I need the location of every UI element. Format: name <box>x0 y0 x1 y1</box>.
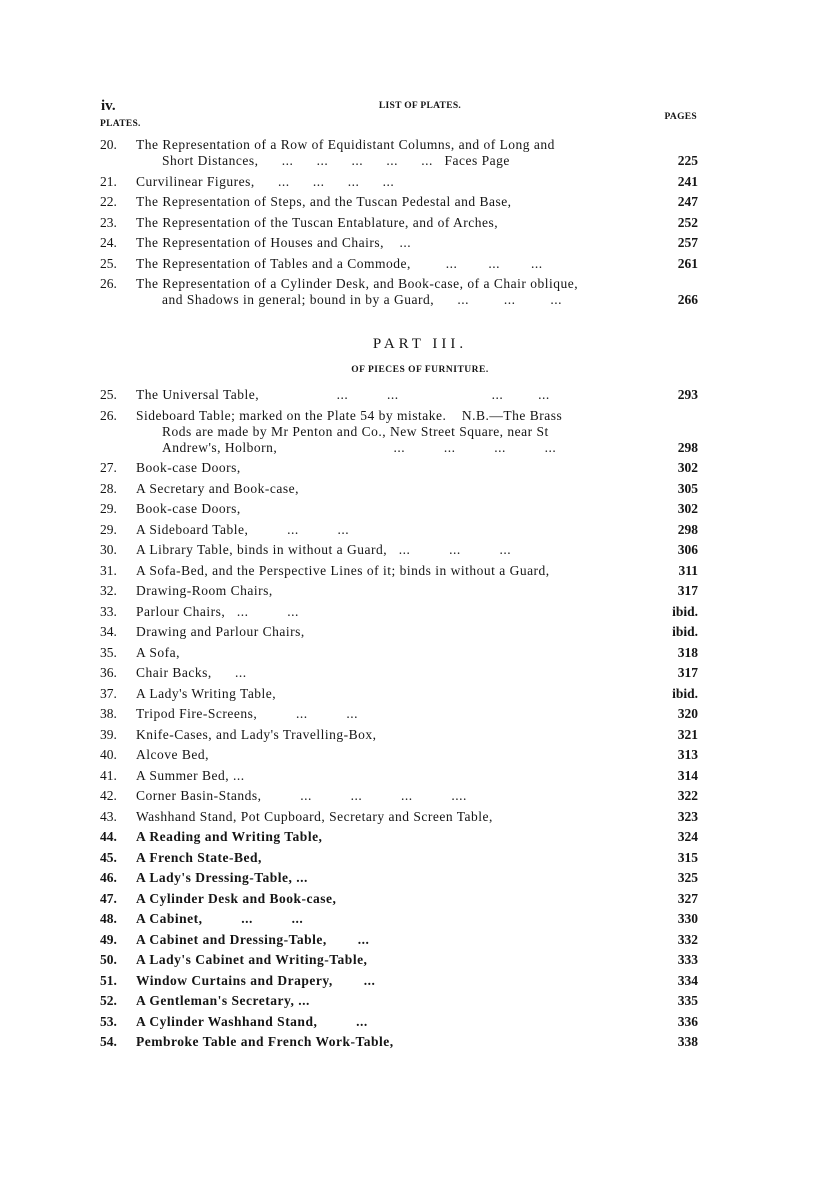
plate-description <box>136 215 636 231</box>
page-reference: 302 <box>677 460 698 475</box>
page-reference: ibid. <box>672 603 698 619</box>
plate-number: 48. <box>100 911 117 926</box>
plate-description <box>136 870 636 886</box>
plate-title: The Representation of the Tuscan Entablature, and of Arches, <box>136 214 499 230</box>
list-item <box>100 194 698 210</box>
plate-number: 35. <box>100 644 117 660</box>
plate-title: Window Curtains and Drapery, ... <box>136 972 376 988</box>
plate-description <box>136 645 636 661</box>
plate-title: The Representation of a Row of Equidistant Columns, and of Long and <box>136 137 555 152</box>
list-item <box>100 583 698 599</box>
plate-number: 29. <box>100 501 117 516</box>
part-title: PART III. <box>372 336 468 352</box>
plate-description <box>136 809 636 825</box>
plate-title: Book-case Doors, <box>136 460 241 475</box>
page-reference: ibid. <box>672 624 698 639</box>
list-item <box>100 1034 698 1050</box>
page-reference: 317 <box>677 583 698 598</box>
plate-number: 25. <box>100 387 117 402</box>
plate-title: A French State-Bed, <box>136 849 262 865</box>
page-reference: 241 <box>677 173 698 189</box>
plate-title: Drawing-Room Chairs, <box>136 583 273 598</box>
page-reference: 335 <box>677 993 698 1008</box>
plate-title: Book-case Doors, <box>136 501 241 516</box>
plate-description <box>136 522 636 538</box>
plate-number: 38. <box>100 706 117 721</box>
plate-title-continuation: Short Distances, ... ... ... ... ... Faces Page <box>162 153 510 168</box>
list-item <box>100 809 698 825</box>
plate-title: Parlour Chairs, ... ... <box>136 603 299 619</box>
page-reference: 298 <box>677 521 698 537</box>
list-item <box>100 829 698 845</box>
page-reference: 247 <box>677 194 698 209</box>
list-item <box>100 501 698 517</box>
plate-description <box>136 727 636 743</box>
plate-number: 50. <box>100 952 117 967</box>
plate-description <box>136 563 636 579</box>
plate-title: The Representation of Steps, and the Tuscan Pedestal and Base, <box>136 194 512 209</box>
plate-description <box>136 768 636 784</box>
list-item <box>100 727 698 743</box>
plate-title: Pembroke Table and French Work-Table, <box>136 1034 394 1049</box>
page-reference: 323 <box>677 808 698 824</box>
page-reference: 311 <box>678 562 698 578</box>
plate-title: A Sideboard Table, ... ... <box>136 521 350 537</box>
plate-description <box>136 256 636 272</box>
plate-description <box>136 235 636 251</box>
page-reference: 293 <box>677 387 698 402</box>
plate-description <box>136 829 636 845</box>
page-reference: 317 <box>677 665 698 680</box>
page-reference: 252 <box>677 214 698 230</box>
plate-number: 52. <box>100 993 117 1008</box>
plate-number: 28. <box>100 480 117 496</box>
list-item <box>100 706 698 722</box>
page-reference: 321 <box>677 726 698 742</box>
plate-number: 29. <box>100 521 117 537</box>
list-item <box>100 624 698 640</box>
list-item <box>100 542 698 558</box>
page-reference: 315 <box>677 849 698 865</box>
plate-number: 34. <box>100 624 117 639</box>
page-reference: 332 <box>677 931 698 947</box>
page-reference: 324 <box>677 829 698 844</box>
plate-description <box>136 686 636 702</box>
running-title: LIST OF PLATES. <box>378 101 462 111</box>
page-reference: 225 <box>677 153 698 168</box>
plate-number: 37. <box>100 685 117 701</box>
plate-title: The Representation of Houses and Chairs, ... <box>136 235 412 250</box>
plate-title-continuation: Andrew's, Holborn, ... ... ... ... <box>162 439 557 455</box>
plate-title: A Cabinet and Dressing-Table, ... <box>136 931 370 947</box>
plate-description <box>136 583 636 599</box>
page-reference: 325 <box>677 870 698 885</box>
plate-title: A Library Table, binds in without a Guard, ... ... ... <box>136 542 512 557</box>
plate-number: 42. <box>100 788 117 803</box>
plate-number: 47. <box>100 890 117 906</box>
page-reference: 334 <box>677 972 698 988</box>
page-number-roman: iv. <box>101 98 116 114</box>
plate-description <box>136 952 636 968</box>
plate-title: A Lady's Cabinet and Writing-Table, <box>136 952 368 967</box>
plate-number: 24. <box>100 235 117 250</box>
plate-description <box>136 408 636 456</box>
plate-number: 20. <box>100 137 117 152</box>
plate-number: 44. <box>100 829 117 844</box>
list-item <box>100 387 698 403</box>
plate-number: 45. <box>100 849 117 865</box>
plate-description <box>136 501 636 517</box>
plate-description <box>136 911 636 927</box>
list-item <box>100 604 698 620</box>
plate-number: 54. <box>100 1034 117 1049</box>
list-item <box>100 747 698 763</box>
plate-number: 22. <box>100 194 117 209</box>
list-item <box>100 645 698 661</box>
plate-description <box>136 665 636 681</box>
page-reference: 306 <box>677 542 698 557</box>
plate-title: Tripod Fire-Screens, ... ... <box>136 706 358 721</box>
plate-description <box>136 604 636 620</box>
plate-number: 51. <box>100 972 117 988</box>
list-item <box>100 276 698 308</box>
plate-description <box>136 481 636 497</box>
plate-description <box>136 788 636 804</box>
plate-number: 26. <box>100 407 117 423</box>
plate-title: Knife-Cases, and Lady's Travelling-Box, <box>136 726 377 742</box>
plate-description <box>136 174 636 190</box>
plate-title-continuation: Rods are made by Mr Penton and Co., New Street Square, near St <box>162 423 549 439</box>
list-item <box>100 1014 698 1030</box>
plate-number: 30. <box>100 542 117 557</box>
plate-number: 46. <box>100 870 117 885</box>
plate-title: Sideboard Table; marked on the Plate 54 by mistake. N.B.—The Brass <box>136 407 563 423</box>
plate-title: The Universal Table, ... ... ... ... <box>136 387 550 402</box>
page-reference: 305 <box>677 480 698 496</box>
plate-number: 23. <box>100 214 117 230</box>
plate-title: A Cylinder Desk and Book-case, <box>136 890 337 906</box>
list-item <box>100 481 698 497</box>
page-reference: 327 <box>677 890 698 906</box>
plate-title: A Secretary and Book-case, <box>136 480 299 496</box>
page-reference: 336 <box>677 1013 698 1029</box>
plate-title: The Representation of Tables and a Commode, ... ... ... <box>136 255 543 271</box>
plate-number: 39. <box>100 726 117 742</box>
list-item <box>100 256 698 272</box>
plate-title: A Lady's Dressing-Table, ... <box>136 870 308 885</box>
plate-number: 21. <box>100 173 117 189</box>
plate-description <box>136 137 636 169</box>
list-item <box>100 973 698 989</box>
plate-description <box>136 1014 636 1030</box>
list-item <box>100 686 698 702</box>
list-item <box>100 563 698 579</box>
plate-description <box>136 747 636 763</box>
plate-title: A Lady's Writing Table, <box>136 685 277 701</box>
plate-number: 31. <box>100 562 117 578</box>
list-item <box>100 850 698 866</box>
plate-number: 53. <box>100 1013 117 1029</box>
plate-description <box>136 276 636 308</box>
plate-number: 33. <box>100 603 117 619</box>
plate-title: Alcove Bed, <box>136 747 209 762</box>
list-item <box>100 408 698 456</box>
plates-column-label: PLATES. <box>100 119 141 129</box>
plate-description <box>136 624 636 640</box>
plate-title: Chair Backs, ... <box>136 665 247 680</box>
page-reference: 330 <box>677 911 698 926</box>
plate-title: A Cylinder Washhand Stand, ... <box>136 1013 368 1029</box>
plate-number: 40. <box>100 747 117 762</box>
plate-number: 27. <box>100 460 117 475</box>
plate-title: Drawing and Parlour Chairs, <box>136 624 305 639</box>
plate-description <box>136 850 636 866</box>
plates-list-part-3 <box>100 387 698 1055</box>
list-item <box>100 870 698 886</box>
page-reference: 322 <box>677 788 698 803</box>
page-reference: 314 <box>677 767 698 783</box>
plate-title: The Representation of a Cylinder Desk, and Book-case, of a Chair oblique, <box>136 276 579 291</box>
list-item <box>100 235 698 251</box>
plate-title: A Reading and Writing Table, <box>136 829 323 844</box>
plate-number: 25. <box>100 255 117 271</box>
page-reference: 313 <box>677 747 698 762</box>
plate-description <box>136 1034 636 1050</box>
plate-title: A Summer Bed, ... <box>136 767 245 783</box>
list-item <box>100 174 698 190</box>
plate-title: A Cabinet, ... ... <box>136 911 304 926</box>
page-reference: 338 <box>677 1034 698 1049</box>
plate-title: A Sofa, <box>136 644 180 660</box>
page-reference: 302 <box>677 501 698 516</box>
plate-description <box>136 891 636 907</box>
page-reference: 320 <box>677 706 698 721</box>
page-reference: 257 <box>677 235 698 250</box>
list-item <box>100 932 698 948</box>
plate-number: 26. <box>100 276 117 291</box>
list-item <box>100 137 698 169</box>
page-reference: 333 <box>677 952 698 967</box>
list-item <box>100 993 698 1009</box>
plate-number: 49. <box>100 931 117 947</box>
plate-title: Curvilinear Figures, ... ... ... ... <box>136 173 395 189</box>
plate-number: 43. <box>100 808 117 824</box>
plate-description <box>136 993 636 1009</box>
list-item <box>100 460 698 476</box>
list-item <box>100 665 698 681</box>
plate-description <box>136 706 636 722</box>
plates-list-part-2 <box>100 137 698 313</box>
page-reference: 266 <box>677 292 698 307</box>
plate-title: Corner Basin-Stands, ... ... ... .... <box>136 788 467 803</box>
part-subtitle: OF PIECES OF FURNITURE. <box>351 365 489 375</box>
list-item <box>100 788 698 804</box>
list-item <box>100 768 698 784</box>
plate-description <box>136 932 636 948</box>
plate-number: 36. <box>100 665 117 680</box>
plate-description <box>136 460 636 476</box>
list-item <box>100 952 698 968</box>
plate-description <box>136 387 636 403</box>
page-reference: 318 <box>677 644 698 660</box>
page-reference: ibid. <box>672 685 698 701</box>
plate-description <box>136 973 636 989</box>
plate-number: 32. <box>100 583 117 598</box>
plate-title: A Sofa-Bed, and the Perspective Lines of it; binds in without a Guard, <box>136 562 550 578</box>
plate-description <box>136 542 636 558</box>
page-reference: 298 <box>677 439 698 455</box>
plate-number: 41. <box>100 767 117 783</box>
plate-description <box>136 194 636 210</box>
plate-title: A Gentleman's Secretary, ... <box>136 993 310 1008</box>
pages-column-label: PAGES <box>664 112 697 122</box>
plate-title: Washhand Stand, Pot Cupboard, Secretary and Screen Table, <box>136 808 493 824</box>
list-item <box>100 215 698 231</box>
list-item <box>100 911 698 927</box>
page-reference: 261 <box>677 255 698 271</box>
list-item <box>100 522 698 538</box>
plate-title-continuation: and Shadows in general; bound in by a Guard, ... ... ... <box>162 292 562 307</box>
list-item <box>100 891 698 907</box>
